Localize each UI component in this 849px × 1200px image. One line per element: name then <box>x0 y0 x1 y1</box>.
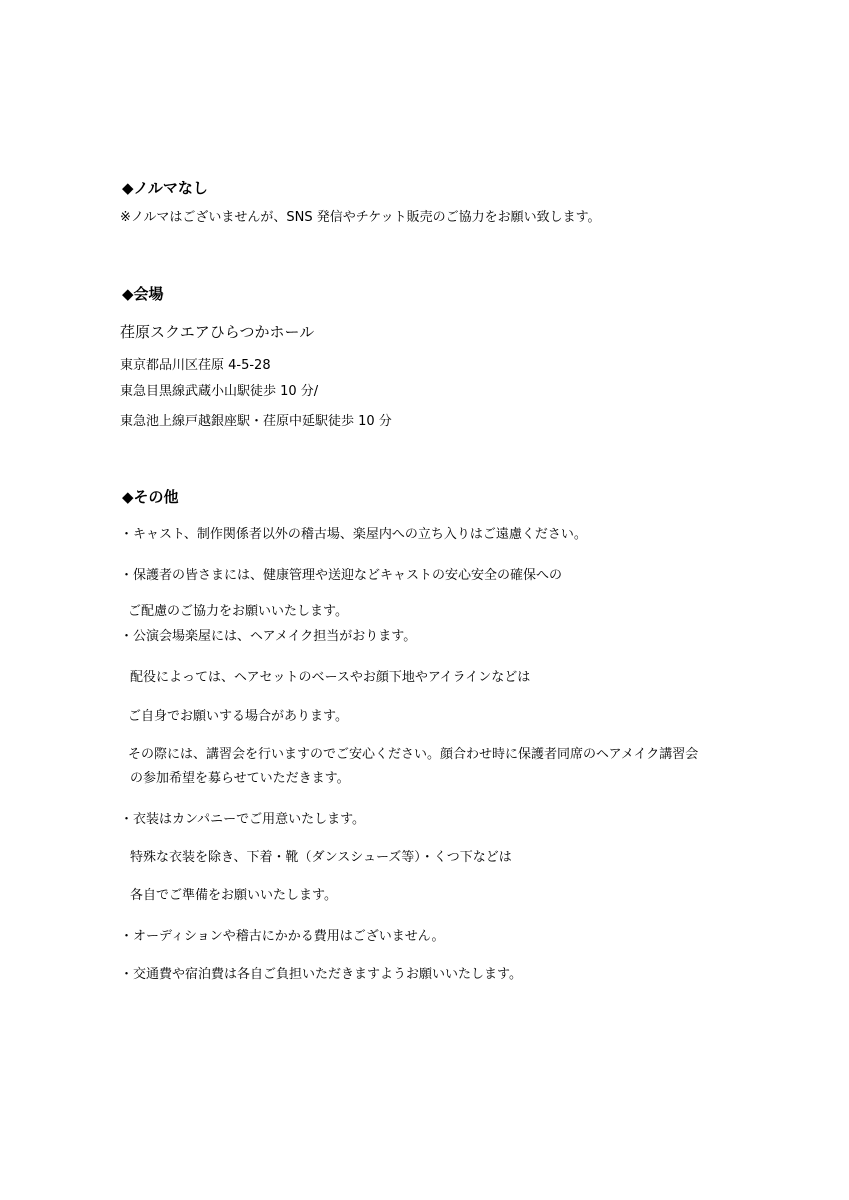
other-line: ご自身でお願いする場合があります。 <box>128 709 348 724</box>
other-line: ・交通費や宿泊費は各自ご負担いただきますようお願いいたします。 <box>120 967 522 982</box>
venue-name: 荏原スクエアひらつかホール <box>120 323 315 341</box>
venue-access-2: 東急池上線戸越銀座駅・荏原中延駅徒歩 10 分 <box>120 414 392 429</box>
section-heading-venue: ◆会場 <box>122 285 164 303</box>
norma-note: ※ノルマはございませんが、SNS 発信やチケット販売のご協力をお願い致します。 <box>120 210 601 225</box>
other-line: その際には、講習会を行いますのでご安心ください。顔合わせ時に保護者同席のヘアメイク講習会 <box>128 747 699 762</box>
venue-access-1: 東急目黒線武蔵小山駅徒歩 10 分/ <box>120 384 319 399</box>
other-line: の参加希望を募らせていただきます。 <box>130 771 350 786</box>
section-heading-other: ◆その他 <box>122 488 179 506</box>
other-line: ご配慮のご協力をお願いいたします。 <box>128 604 348 619</box>
venue-address: 東京都品川区荏原 4-5-28 <box>120 358 271 373</box>
other-line: 各自でご準備をお願いいたします。 <box>130 888 337 903</box>
other-line: ・オーディションや稽古にかかる費用はございません。 <box>120 929 445 944</box>
other-line: ・キャスト、制作関係者以外の稽古場、楽屋内への立ち入りはご遠慮ください。 <box>120 527 587 542</box>
other-line: 配役によっては、ヘアセットのベースやお顔下地やアイラインなどは <box>130 670 531 685</box>
other-line: ・保護者の皆さまには、健康管理や送迎などキャストの安心安全の確保への <box>120 568 563 583</box>
section-heading-norma: ◆ノルマなし <box>122 179 208 197</box>
other-line: ・公演会場楽屋には、ヘアメイク担当がおります。 <box>120 629 417 644</box>
other-line: ・衣装はカンパニーでご用意いたします。 <box>120 812 366 827</box>
other-line: 特殊な衣装を除き、下着・靴（ダンスシューズ等）・くつ下などは <box>130 850 512 865</box>
